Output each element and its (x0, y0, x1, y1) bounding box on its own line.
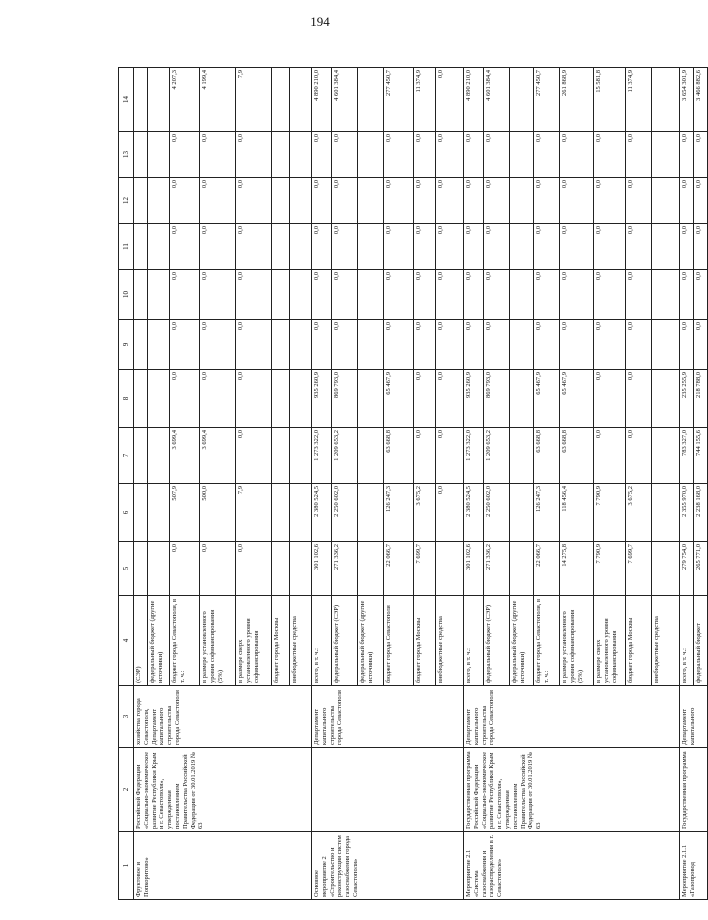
value-cell: 2 380 524,5 (312, 484, 332, 542)
value-cell: 65 467,9 (384, 370, 414, 428)
column-number-header: 6 (119, 484, 134, 542)
value-cell: 218 788,0 (694, 370, 708, 428)
source-label-cell: федеральный бюджет (другие источники) (358, 596, 384, 686)
value-cell: 0,0 (594, 428, 626, 484)
value-cell: 0,0 (384, 132, 414, 178)
value-cell (134, 542, 148, 596)
table-cell-c3: Департамент капитального строительства города Севастополя (312, 686, 464, 748)
value-cell: 65 467,9 (560, 370, 594, 428)
value-cell (148, 320, 170, 370)
value-cell: 22 066,7 (534, 542, 560, 596)
value-cell: 0,0 (484, 132, 510, 178)
value-cell: 0,0 (200, 270, 236, 320)
value-cell: 0,0 (414, 370, 436, 428)
value-cell: 0,0 (680, 224, 694, 270)
source-label-cell: федеральный бюджет (694, 596, 708, 686)
value-cell: 0,0 (680, 178, 694, 224)
value-cell: 0,0 (436, 428, 464, 484)
value-cell: 126 247,3 (534, 484, 560, 542)
table-row (134, 68, 148, 900)
value-cell: 0,0 (332, 178, 358, 224)
value-cell: 0,0 (560, 178, 594, 224)
value-cell (290, 484, 312, 542)
value-cell: 11 374,9 (626, 68, 652, 132)
value-cell: 4 199,4 (200, 68, 236, 132)
value-cell (272, 68, 290, 132)
value-cell: 0,0 (200, 224, 236, 270)
value-cell: 63 668,8 (560, 428, 594, 484)
value-cell: 0,0 (534, 320, 560, 370)
value-cell (272, 132, 290, 178)
value-cell: 0,0 (534, 178, 560, 224)
value-cell (134, 370, 148, 428)
value-cell (358, 484, 384, 542)
value-cell: 783 327,0 (680, 428, 694, 484)
value-cell: 0,0 (560, 132, 594, 178)
value-cell (134, 68, 148, 132)
value-cell (510, 428, 534, 484)
value-cell: 63 668,8 (384, 428, 414, 484)
value-cell: 3 675,2 (626, 484, 652, 542)
page-number: 194 (310, 14, 330, 29)
source-label-cell: (СЭР) (134, 596, 148, 686)
value-cell (510, 270, 534, 320)
budget-table (118, 67, 708, 900)
value-cell: 0,0 (534, 224, 560, 270)
value-cell: 0,0 (312, 320, 332, 370)
source-label-cell: бюджет города Москвы (414, 596, 436, 686)
source-label-cell: в размере установленного уровня софинансирования (5%) (560, 596, 594, 686)
table-cell-c2: Государственная программа (680, 748, 708, 832)
value-cell (652, 542, 680, 596)
column-number-header: 7 (119, 428, 134, 484)
value-cell: 0,0 (414, 224, 436, 270)
value-cell (358, 132, 384, 178)
value-cell (652, 320, 680, 370)
value-cell (134, 270, 148, 320)
value-cell: 1 209 653,2 (484, 428, 510, 484)
table-row (680, 68, 694, 900)
value-cell: 0,0 (200, 542, 236, 596)
source-label-cell: федеральный бюджет (СЭР) (484, 596, 510, 686)
value-cell: 0,0 (200, 320, 236, 370)
value-cell: 0,0 (560, 320, 594, 370)
value-cell: 0,0 (626, 320, 652, 370)
value-cell: 0,0 (170, 370, 200, 428)
value-cell: 4 890 210,0 (312, 68, 332, 132)
value-cell (358, 542, 384, 596)
value-cell: 3 675,2 (414, 484, 436, 542)
value-cell (290, 542, 312, 596)
value-cell: 118 456,4 (560, 484, 594, 542)
column-number-header: 8 (119, 370, 134, 428)
value-cell (272, 542, 290, 596)
value-cell (148, 270, 170, 320)
value-cell: 15 581,8 (594, 68, 626, 132)
value-cell (358, 178, 384, 224)
value-cell: 0,0 (626, 370, 652, 428)
column-number-header: 12 (119, 178, 134, 224)
value-cell: 0,0 (626, 428, 652, 484)
value-cell (272, 224, 290, 270)
value-cell: 935 260,9 (312, 370, 332, 428)
column-number-header: 11 (119, 224, 134, 270)
column-number-header: 14 (119, 68, 134, 132)
value-cell (510, 484, 534, 542)
value-cell: 7 790,9 (594, 542, 626, 596)
value-cell: 0,0 (534, 270, 560, 320)
value-cell (148, 484, 170, 542)
value-cell: 0,0 (680, 132, 694, 178)
value-cell: 0,0 (594, 320, 626, 370)
value-cell: 14 275,8 (560, 542, 594, 596)
value-cell: 0,0 (694, 178, 708, 224)
value-cell: 869 793,0 (332, 370, 358, 428)
value-cell (652, 132, 680, 178)
value-cell: 0,0 (236, 370, 272, 428)
value-cell: 0,0 (464, 178, 484, 224)
value-cell (272, 320, 290, 370)
value-cell: 0,0 (694, 270, 708, 320)
value-cell (272, 428, 290, 484)
column-number-header: 10 (119, 270, 134, 320)
value-cell: 0,0 (236, 224, 272, 270)
value-cell (148, 132, 170, 178)
value-cell: 0,0 (534, 132, 560, 178)
value-cell: 507,9 (170, 484, 200, 542)
value-cell: 2 355 970,0 (680, 484, 694, 542)
source-label-cell: всего, в т. ч.: (680, 596, 694, 686)
value-cell: 301 102,6 (312, 542, 332, 596)
source-label-cell: бюджет города Москвы (626, 596, 652, 686)
value-cell: 0,0 (464, 320, 484, 370)
value-cell: 0,0 (236, 428, 272, 484)
value-cell (134, 132, 148, 178)
source-label-cell: федеральный бюджет (другие источники) (148, 596, 170, 686)
source-label-cell: федеральный бюджет (другие источники) (510, 596, 534, 686)
value-cell (134, 320, 148, 370)
value-cell (358, 68, 384, 132)
source-label-cell: бюджет города Севастополя (384, 596, 414, 686)
value-cell: 869 793,0 (484, 370, 510, 428)
column-number-header: 1 (119, 832, 134, 900)
value-cell: 0,0 (384, 320, 414, 370)
value-cell (148, 542, 170, 596)
value-cell: 2 250 602,0 (332, 484, 358, 542)
source-label-cell: федеральный бюджет (СЭР) (332, 596, 358, 686)
value-cell: 0,0 (694, 224, 708, 270)
value-cell: 126 247,3 (384, 484, 414, 542)
source-label-cell: внебюджетные средства (290, 596, 312, 686)
value-cell (652, 270, 680, 320)
value-cell (272, 178, 290, 224)
value-cell: 0,0 (626, 224, 652, 270)
value-cell: 0,0 (414, 132, 436, 178)
value-cell (148, 428, 170, 484)
value-cell: 0,0 (436, 68, 464, 132)
value-cell: 0,0 (694, 320, 708, 370)
value-cell: 0,0 (436, 270, 464, 320)
value-cell: 0,0 (694, 132, 708, 178)
value-cell: 7 790,9 (594, 484, 626, 542)
value-cell: 0,0 (384, 224, 414, 270)
value-cell: 500,0 (200, 484, 236, 542)
source-label-cell: всего, в т. ч.: (312, 596, 332, 686)
value-cell: 3 654 301,9 (680, 68, 694, 132)
value-cell: 63 668,8 (534, 428, 560, 484)
value-cell (510, 132, 534, 178)
value-cell: 0,0 (332, 132, 358, 178)
table-cell-c1: Фруктовое и Попкорнтово» (134, 832, 312, 900)
value-cell: 0,0 (312, 178, 332, 224)
source-label-cell: внебюджетные средства (436, 596, 464, 686)
value-cell: 0,0 (594, 132, 626, 178)
value-cell (134, 428, 148, 484)
table-cell-c2 (312, 748, 464, 832)
column-number-header: 2 (119, 748, 134, 832)
value-cell (148, 178, 170, 224)
value-cell: 0,0 (170, 542, 200, 596)
value-cell: 4 207,3 (170, 68, 200, 132)
value-cell (436, 542, 464, 596)
value-cell: 271 336,2 (332, 542, 358, 596)
value-cell (358, 320, 384, 370)
value-cell (510, 320, 534, 370)
value-cell (510, 224, 534, 270)
value-cell (358, 270, 384, 320)
value-cell: 0,0 (236, 542, 272, 596)
value-cell: 0,0 (332, 270, 358, 320)
value-cell: 0,0 (436, 320, 464, 370)
value-cell (358, 370, 384, 428)
value-cell: 1 209 653,2 (332, 428, 358, 484)
value-cell: 935 260,9 (464, 370, 484, 428)
table-row (464, 68, 484, 900)
value-cell (148, 370, 170, 428)
value-cell (652, 68, 680, 132)
source-label-cell: в размере сверх установленного уровня софинансирования (594, 596, 626, 686)
value-cell: 0,0 (170, 224, 200, 270)
value-cell: 265 771,0 (694, 542, 708, 596)
value-cell: 2 250 602,0 (484, 484, 510, 542)
value-cell (134, 484, 148, 542)
value-cell: 22 066,7 (384, 542, 414, 596)
value-cell: 7 699,7 (414, 542, 436, 596)
value-cell: 0,0 (414, 270, 436, 320)
value-cell (290, 224, 312, 270)
value-cell: 3 699,4 (170, 428, 200, 484)
table-cell-c2: Российской Федерации «Социально-экономическое развитие Республики Крым и г. Севастополя», утвержденная постановлением Правительства Российской Федерации от 30.01.2019 № 63 (134, 748, 312, 832)
value-cell (652, 224, 680, 270)
value-cell: 0,0 (200, 370, 236, 428)
value-cell: 4 601 384,4 (484, 68, 510, 132)
value-cell (290, 428, 312, 484)
value-cell: 7 699,7 (626, 542, 652, 596)
source-label-cell: внебюджетные средства (652, 596, 680, 686)
value-cell: 0,0 (170, 320, 200, 370)
value-cell: 0,0 (312, 270, 332, 320)
header-row (119, 68, 134, 900)
value-cell: 271 336,2 (484, 542, 510, 596)
value-cell (134, 224, 148, 270)
value-cell (290, 320, 312, 370)
value-cell (290, 178, 312, 224)
value-cell: 0,0 (626, 132, 652, 178)
value-cell: 0,0 (680, 270, 694, 320)
value-cell (290, 370, 312, 428)
value-cell: 2 380 524,5 (464, 484, 484, 542)
value-cell: 235 255,9 (680, 370, 694, 428)
value-cell: 744 155,6 (694, 428, 708, 484)
value-cell: 0,0 (170, 132, 200, 178)
value-cell: 0,0 (236, 270, 272, 320)
value-cell: 0,0 (384, 270, 414, 320)
value-cell: 0,0 (200, 178, 236, 224)
table-row (312, 68, 332, 900)
source-label-cell: бюджет города Севастополя, в т. ч.: (534, 596, 560, 686)
value-cell (272, 484, 290, 542)
value-cell: 0,0 (594, 270, 626, 320)
value-cell: 0,0 (464, 270, 484, 320)
value-cell (510, 542, 534, 596)
value-cell: 0,0 (236, 320, 272, 370)
value-cell: 279 754,0 (680, 542, 694, 596)
column-number-header: 5 (119, 542, 134, 596)
rotated-table-container (118, 68, 702, 900)
value-cell: 0,0 (626, 270, 652, 320)
value-cell: 0,0 (236, 132, 272, 178)
value-cell: 4 601 384,4 (332, 68, 358, 132)
value-cell (290, 270, 312, 320)
value-cell: 0,0 (594, 370, 626, 428)
value-cell: 0,0 (436, 178, 464, 224)
column-number-header: 4 (119, 596, 134, 686)
table-cell-c1: Мероприятие 2.1 «Система газоснабжения и газораспределения в г. Севастополе» (464, 832, 680, 900)
value-cell: 0,0 (464, 132, 484, 178)
value-cell: 3 699,4 (200, 428, 236, 484)
value-cell: 0,0 (414, 178, 436, 224)
value-cell: 0,0 (312, 132, 332, 178)
value-cell: 0,0 (170, 178, 200, 224)
value-cell (510, 178, 534, 224)
value-cell (510, 68, 534, 132)
value-cell: 1 273 322,0 (464, 428, 484, 484)
value-cell: 65 467,9 (534, 370, 560, 428)
table-cell-c3: Департамент капитального (680, 686, 708, 748)
value-cell: 0,0 (594, 178, 626, 224)
value-cell (652, 484, 680, 542)
value-cell (510, 370, 534, 428)
value-cell: 277 450,7 (534, 68, 560, 132)
table-cell-c2: Государственная программа Российской Федерации «Социально-экономическое развитие Республики Крым и г. Севастополя», утвержденная постановлением Правительства Российской Федерации от 30.01.2019 № 63 (464, 748, 680, 832)
value-cell (358, 428, 384, 484)
value-cell: 2 238 168,0 (694, 484, 708, 542)
value-cell: 0,0 (484, 270, 510, 320)
value-cell: 4 890 210,0 (464, 68, 484, 132)
value-cell: 0,0 (436, 132, 464, 178)
value-cell (652, 428, 680, 484)
value-cell: 0,0 (484, 224, 510, 270)
value-cell: 0,0 (626, 178, 652, 224)
value-cell: 0,0 (332, 224, 358, 270)
source-label-cell: бюджет города Москвы (272, 596, 290, 686)
value-cell (272, 270, 290, 320)
value-cell: 0,0 (594, 224, 626, 270)
table-cell-c3: хозяйства города Севастополя, Департамент капитального строительства города Севастополя (134, 686, 312, 748)
value-cell: 0,0 (436, 224, 464, 270)
value-cell: 11 374,9 (414, 68, 436, 132)
value-cell: 0,0 (436, 370, 464, 428)
value-cell: 0,0 (680, 320, 694, 370)
value-cell: 301 102,6 (464, 542, 484, 596)
value-cell: 0,0 (436, 484, 464, 542)
value-cell (290, 68, 312, 132)
value-cell (134, 178, 148, 224)
value-cell (272, 370, 290, 428)
value-cell: 0,0 (560, 270, 594, 320)
value-cell: 0,0 (236, 178, 272, 224)
source-label-cell: в размере установленного уровня софинансирования (5%) (200, 596, 236, 686)
source-label-cell: бюджет города Севастополя, в т. ч.: (170, 596, 200, 686)
source-label-cell: всего, в т. ч.: (464, 596, 484, 686)
value-cell: 0,0 (332, 320, 358, 370)
value-cell: 0,0 (484, 320, 510, 370)
value-cell: 0,0 (484, 178, 510, 224)
column-number-header: 3 (119, 686, 134, 748)
column-number-header: 9 (119, 320, 134, 370)
value-cell: 0,0 (384, 178, 414, 224)
value-cell: 0,0 (414, 320, 436, 370)
table-cell-c1: Основное мероприятие 2 «Строительство и реконструкция систем газоснабжения города Севастополя» (312, 832, 464, 900)
value-cell (148, 224, 170, 270)
value-cell (358, 224, 384, 270)
value-cell (148, 68, 170, 132)
value-cell (290, 132, 312, 178)
column-number-header: 13 (119, 132, 134, 178)
value-cell: 0,0 (200, 132, 236, 178)
value-cell: 7,9 (236, 68, 272, 132)
source-label-cell: в размере сверх установленного уровня софинансирования (236, 596, 272, 686)
table-cell-c3: Департамент капитального строительства города Севастополя (464, 686, 680, 748)
value-cell: 0,0 (312, 224, 332, 270)
value-cell: 0,0 (170, 270, 200, 320)
value-cell: 7,9 (236, 484, 272, 542)
value-cell: 0,0 (464, 224, 484, 270)
value-cell: 277 450,7 (384, 68, 414, 132)
value-cell: 261 868,9 (560, 68, 594, 132)
value-cell: 3 466 882,6 (694, 68, 708, 132)
value-cell: 0,0 (414, 428, 436, 484)
value-cell: 1 273 322,0 (312, 428, 332, 484)
value-cell (652, 370, 680, 428)
value-cell (652, 178, 680, 224)
table-cell-c1: Мероприятие 2.1.1 «Газопровод (680, 832, 708, 900)
value-cell: 0,0 (560, 224, 594, 270)
